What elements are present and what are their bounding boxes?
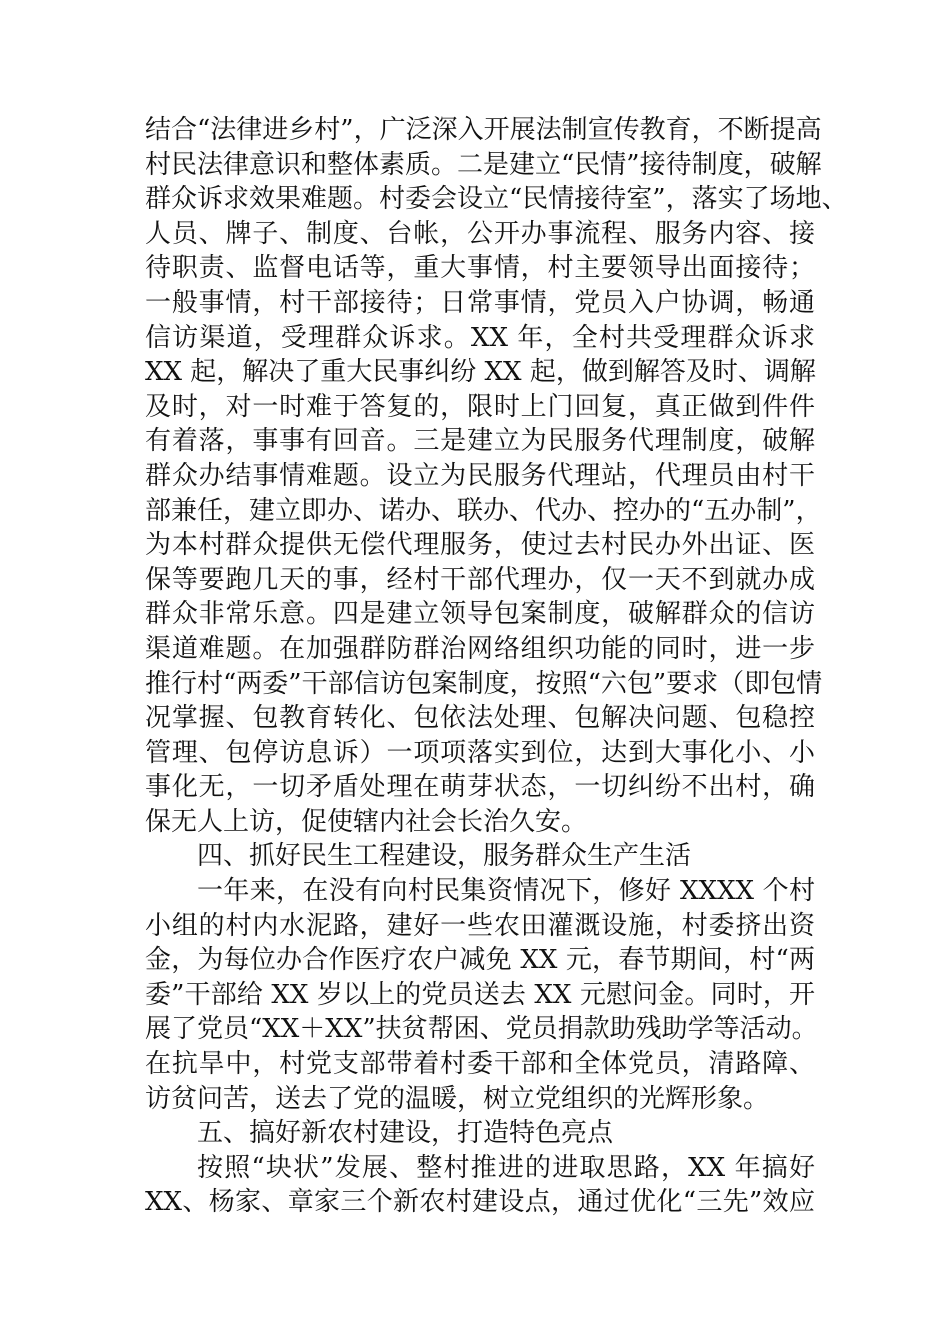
- text-line: 群众办结事情难题。设立为民服务代理站，代理员由村干: [145, 460, 815, 491]
- section-heading: 四、抓好民生工程建设，服务群众生产生活: [197, 841, 692, 872]
- text-line: 及时，对一时难于答复的，限时上门回复，真正做到件件: [145, 391, 815, 422]
- text-line: 信访渠道，受理群众诉求。XX 年，全村共受理群众诉求: [145, 322, 815, 353]
- text-line: 群众诉求效果难题。村委会设立“民情接待室”，落实了场地、: [145, 184, 848, 215]
- text-line: 访贫问苦，送去了党的温暖，树立党组织的光辉形象。: [145, 1083, 770, 1114]
- body-text: [145, 113, 848, 1220]
- text-line: 部兼任，建立即办、诺办、联办、代办、控办的“五办制”，: [145, 495, 822, 526]
- text-line: 一般事情，村干部接待；日常事情，党员入户协调，畅通: [145, 287, 815, 318]
- text-line: 有着落，事事有回音。三是建立为民服务代理制度，破解: [145, 426, 815, 457]
- text-line: 渠道难题。在加强群防群治网络组织功能的同时，进一步: [145, 633, 815, 664]
- text-line: 在抗旱中，村党支部带着村委干部和全体党员，清路障、: [145, 1049, 815, 1080]
- text-line: 金，为每位办合作医疗农户减免 XX 元，春节期间，村“两: [145, 945, 815, 976]
- text-line: 事化无，一切矛盾处理在萌芽状态，一切纠纷不出村，确: [145, 772, 815, 803]
- text-line: 群众非常乐意。四是建立领导包案制度，破解群众的信访: [145, 599, 815, 630]
- text-line: 展了党员“XX＋XX”扶贫帮困、党员捐款助残助学等活动。: [145, 1014, 818, 1045]
- text-line: 管理、包停访息诉）一项项落实到位，达到大事化小、小: [145, 737, 815, 768]
- text-line: 待职责、监督电话等，重大事情，村主要领导出面接待；: [145, 253, 815, 284]
- text-line: 为本村群众提供无偿代理服务，使过去村民办外出证、医: [145, 530, 815, 561]
- text-line: 结合“法律进乡村”，广泛深入开展法制宣传教育，不断提高: [145, 115, 822, 145]
- text-line: 委”干部给 XX 岁以上的党员送去 XX 元慰问金。同时，开: [145, 979, 815, 1010]
- text-line: XX 起，解决了重大民事纠纷 XX 起，做到解答及时、调解: [145, 357, 816, 388]
- text-line: 按照“块状”发展、整村推进的进取思路，XX 年搞好: [197, 1152, 815, 1183]
- text-line: 小组的村内水泥路，建好一些农田灌溉设施，村委挤出资: [145, 910, 815, 941]
- text-line: 村民法律意识和整体素质。二是建立“民情”接待制度，破解: [145, 149, 822, 180]
- section-heading: 五、搞好新农村建设，打造特色亮点: [197, 1118, 614, 1149]
- text-line: 保无人上访，促使辖内社会长治久安。: [145, 806, 588, 837]
- text-line: 推行村“两委”干部信访包案制度，按照“六包”要求（即包情: [145, 668, 823, 699]
- text-line: 况掌握、包教育转化、包依法处理、包解决问题、包稳控: [145, 703, 815, 734]
- text-line: 一年来，在没有向村民集资情况下，修好 XXXX 个村: [197, 876, 815, 907]
- text-line: XX、杨家、章家三个新农村建设点，通过优化“三先”效应: [145, 1187, 815, 1218]
- text-line: 人员、牌子、制度、台帐，公开办事流程、服务内容、接: [145, 218, 815, 249]
- text-line: 保等要跑几天的事，经村干部代理办，仅一天不到就办成: [145, 564, 815, 595]
